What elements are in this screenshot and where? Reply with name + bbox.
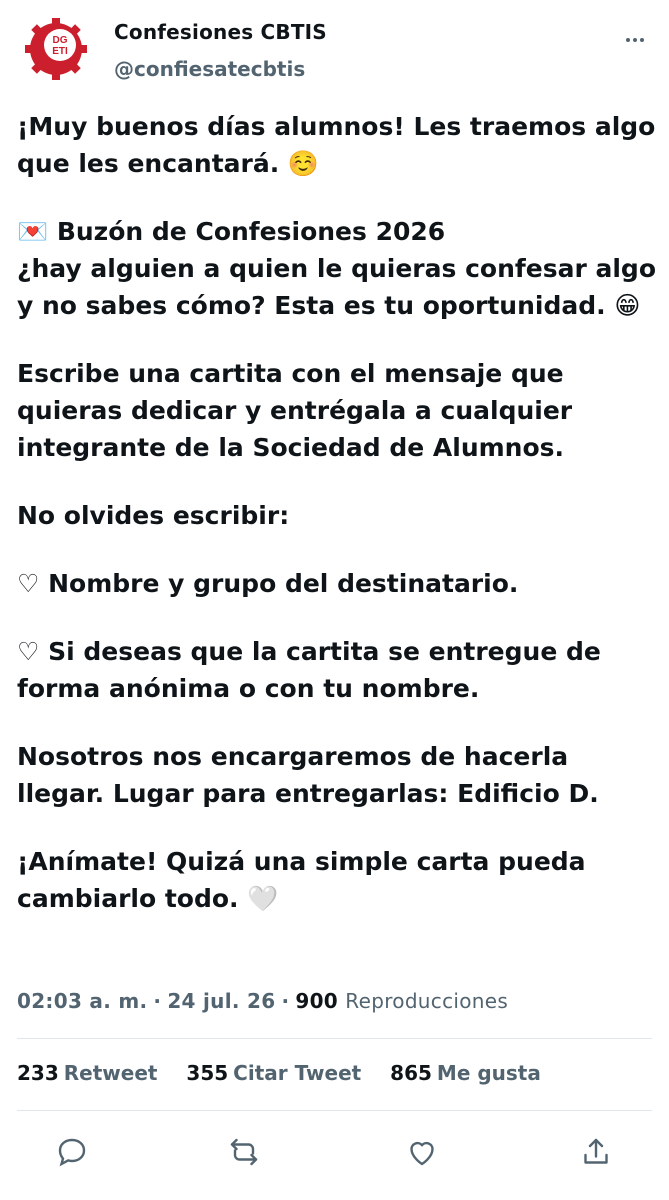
tweet-text bbox=[17, 108, 657, 917]
quotes-label: Citar Tweet bbox=[233, 1061, 362, 1085]
tweet-paragraph: ¡Anímate! Quizá una simple carta pueda cambiarlo todo. 🤍 bbox=[17, 847, 586, 913]
tweet-paragraph: Nosotros nos encargaremos de hacerla llegar. Lugar para entregarlas: Edificio D. bbox=[17, 742, 599, 808]
tweet-actions bbox=[0, 1128, 669, 1176]
share-button[interactable] bbox=[572, 1128, 620, 1176]
avatar[interactable] bbox=[22, 15, 90, 83]
retweets-count: 233 bbox=[17, 1061, 59, 1085]
tweet-paragraph: ♡ Nombre y grupo del destinatario. bbox=[17, 569, 519, 598]
tweet-meta bbox=[17, 989, 508, 1013]
retweet-icon bbox=[226, 1134, 262, 1170]
retweets-label: Retweet bbox=[63, 1061, 158, 1085]
tweet-time[interactable]: 02:03 a. m. bbox=[17, 989, 148, 1013]
separator: · bbox=[281, 989, 290, 1013]
views-label: Reproducciones bbox=[345, 989, 509, 1013]
quotes-stat[interactable] bbox=[186, 1061, 361, 1085]
retweets-stat[interactable] bbox=[17, 1061, 157, 1085]
divider bbox=[17, 1038, 652, 1039]
tweet-paragraph: ♡ Si deseas que la cartita se entregue de forma anónima o con tu nombre. bbox=[17, 637, 601, 703]
tweet-stats bbox=[17, 1061, 563, 1085]
likes-label: Me gusta bbox=[436, 1061, 541, 1085]
tweet-paragraph: ¡Muy buenos días alumnos! Les traemos algo que les encantará. ☺️ bbox=[17, 112, 656, 178]
display-name[interactable]: Confesiones CBTIS bbox=[114, 20, 327, 44]
tweet-paragraph: Escribe una cartita con el mensaje que quieras dedicar y entrégala a cualquier integrante de la Sociedad de Alumnos. bbox=[17, 359, 573, 462]
views-count: 900 bbox=[295, 989, 339, 1013]
tweet-paragraph: 💌 Buzón de Confesiones 2026 ¿hay alguien a quien le quieras confesar algo y no sabes cómo? Esta es tu oportunidad. 😁 bbox=[17, 217, 657, 320]
svg-text:ETI: ETI bbox=[52, 46, 68, 57]
reply-icon bbox=[54, 1134, 90, 1170]
like-button[interactable] bbox=[398, 1128, 446, 1176]
divider bbox=[17, 1110, 652, 1111]
retweet-button[interactable] bbox=[220, 1128, 268, 1176]
quotes-count: 355 bbox=[186, 1061, 229, 1085]
more-options-icon[interactable] bbox=[623, 28, 647, 52]
user-handle[interactable]: @confiesatecbtis bbox=[114, 57, 306, 81]
likes-stat[interactable] bbox=[390, 1061, 541, 1085]
tweet-header bbox=[0, 0, 669, 100]
tweet-date[interactable]: 24 jul. 26 bbox=[167, 989, 276, 1013]
likes-count: 865 bbox=[390, 1061, 432, 1085]
svg-text:DG: DG bbox=[52, 35, 68, 46]
separator: · bbox=[153, 989, 162, 1013]
tweet-paragraph: No olvides escribir: bbox=[17, 501, 290, 530]
like-icon bbox=[404, 1134, 440, 1170]
share-icon bbox=[578, 1134, 614, 1170]
reply-button[interactable] bbox=[48, 1128, 96, 1176]
